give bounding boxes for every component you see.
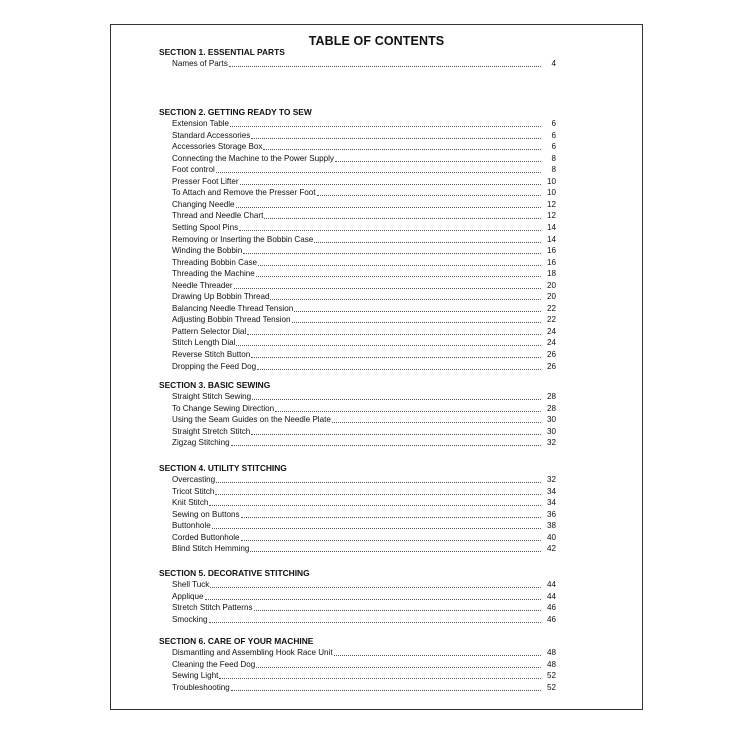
dot-leader xyxy=(239,229,541,231)
toc-entry xyxy=(172,58,556,70)
dot-leader xyxy=(334,654,541,656)
toc-entry xyxy=(172,414,556,426)
toc-entry-page-number: 30 xyxy=(546,426,556,436)
toc-entry-label: Dropping the Feed Dog xyxy=(172,361,257,371)
toc-entry-page-number: 44 xyxy=(546,580,556,589)
toc-entry-page-number: 46 xyxy=(546,614,556,624)
toc-entry-label: Accessories Storage Box xyxy=(172,142,263,152)
toc-entry xyxy=(172,118,556,130)
toc-entry-page-number: 36 xyxy=(546,509,556,519)
toc-entry-page-number: 24 xyxy=(546,326,556,336)
toc-entry-label: Corded Buttonhole xyxy=(172,532,240,542)
dot-leader xyxy=(317,194,541,196)
toc-entry-label: Tricot Stitch xyxy=(172,486,215,496)
dot-leader xyxy=(252,398,541,400)
dot-leader xyxy=(236,344,541,346)
toc-entry-label: Balancing Needle Thread Tension xyxy=(172,303,294,313)
toc-entry-page-number: 40 xyxy=(546,532,556,542)
toc-entry xyxy=(172,349,556,361)
toc-entry-label: Threading Bobbin Case xyxy=(172,257,258,267)
toc-entry-label: Setting Spool Pins xyxy=(172,222,239,232)
toc-entry-label: Straight Stitch Sewing xyxy=(172,392,252,401)
toc-entry xyxy=(172,658,556,670)
toc-entry-page-number: 6 xyxy=(551,142,556,152)
toc-entry-label: Foot control xyxy=(172,165,215,175)
section-heading: SECTION 3. BASIC SEWING xyxy=(159,380,271,390)
dot-leader xyxy=(216,171,541,173)
toc-entry-page-number: 20 xyxy=(546,280,556,290)
dot-leader xyxy=(209,504,541,506)
toc-entry xyxy=(172,602,556,614)
toc-entry-label: Changing Needle xyxy=(172,199,235,209)
toc-entry-page-number: 48 xyxy=(546,648,556,657)
toc-entry-label: To Attach and Remove the Presser Foot xyxy=(172,188,316,198)
toc-entry-label: Using the Seam Guides on the Needle Plate xyxy=(172,415,331,425)
toc-entry xyxy=(172,531,556,543)
dot-leader xyxy=(243,252,541,254)
toc-entry-label: Stitch Length Dial xyxy=(172,338,236,348)
toc-entry-label: Drawing Up Bobbin Thread xyxy=(172,292,270,302)
dot-leader xyxy=(241,539,542,541)
toc-entry xyxy=(172,129,556,141)
dot-leader xyxy=(205,598,541,600)
toc-entry-page-number: 18 xyxy=(546,269,556,279)
toc-entry xyxy=(172,314,556,326)
toc-entry-label: Needle Threader xyxy=(172,280,233,290)
toc-entry xyxy=(172,198,556,210)
toc-entry xyxy=(172,670,556,682)
section-heading: SECTION 4. UTILITY STITCHING xyxy=(159,463,287,473)
toc-entry-label: Threading the Machine xyxy=(172,269,255,279)
toc-entry xyxy=(172,543,556,555)
dot-leader xyxy=(251,137,541,139)
toc-entry-page-number: 28 xyxy=(546,392,556,401)
toc-entry xyxy=(172,164,556,176)
dot-leader xyxy=(250,550,541,552)
toc-entry-page-number: 16 xyxy=(546,246,556,256)
toc-entry xyxy=(172,579,556,591)
section-heading: SECTION 2. GETTING READY TO SEW xyxy=(159,107,312,117)
toc-entry xyxy=(172,497,556,509)
toc-entry-page-number: 34 xyxy=(546,498,556,508)
dot-leader xyxy=(231,689,541,691)
toc-entry-page-number: 8 xyxy=(551,165,556,175)
toc-entry-page-number: 20 xyxy=(546,292,556,302)
toc-entry-label: Dismantling and Assembling Hook Race Unit xyxy=(172,648,333,657)
toc-entry-label: Stretch Stitch Patterns xyxy=(172,603,253,613)
toc-entry-page-number: 34 xyxy=(546,486,556,496)
toc-entry-label: Standard Accessories xyxy=(172,130,251,140)
toc-entry-label: Pattern Selector Dial xyxy=(172,326,247,336)
toc-entry xyxy=(172,233,556,245)
document-page xyxy=(110,24,643,710)
toc-entry xyxy=(172,402,556,414)
dot-leader xyxy=(219,677,541,679)
toc-entry-page-number: 32 xyxy=(546,438,556,448)
toc-entry-label: Applique xyxy=(172,591,204,601)
toc-entry-label: Sewing on Buttons xyxy=(172,509,240,519)
toc-entry-page-number: 12 xyxy=(546,199,556,209)
toc-entry-page-number: 22 xyxy=(546,303,556,313)
toc-entry-label: Shell Tuck xyxy=(172,580,210,589)
dot-leader xyxy=(257,368,541,370)
dot-leader xyxy=(256,275,541,277)
toc-entry-label: Smocking xyxy=(172,614,208,624)
dot-leader xyxy=(294,310,541,312)
toc-entry xyxy=(172,279,556,291)
dot-leader xyxy=(240,183,541,185)
toc-entry-label: To Change Sewing Direction xyxy=(172,403,275,413)
toc-entry-page-number: 42 xyxy=(546,544,556,554)
toc-entry-page-number: 6 xyxy=(551,130,556,140)
dot-leader xyxy=(247,333,541,335)
toc-entry-label: Knit Stitch xyxy=(172,498,209,508)
dot-leader xyxy=(212,527,541,529)
toc-entry-label: Troubleshooting xyxy=(172,682,230,692)
toc-entry-page-number: 28 xyxy=(546,403,556,413)
toc-entry-page-number: 6 xyxy=(551,119,556,128)
toc-entry xyxy=(172,141,556,153)
toc-entry xyxy=(172,337,556,349)
toc-entry-page-number: 16 xyxy=(546,257,556,267)
toc-entry xyxy=(172,613,556,625)
toc-entry xyxy=(172,508,556,520)
toc-entry-label: Straight Stretch Stitch xyxy=(172,426,251,436)
section-heading: SECTION 6. CARE OF YOUR MACHINE xyxy=(159,636,314,646)
toc-entry-page-number: 12 xyxy=(546,211,556,221)
toc-entry xyxy=(172,425,556,437)
toc-entry xyxy=(172,291,556,303)
dot-leader xyxy=(256,666,541,668)
toc-entry-page-number: 4 xyxy=(551,59,556,68)
toc-entry xyxy=(172,360,556,372)
toc-entry xyxy=(172,391,556,403)
toc-entry xyxy=(172,256,556,268)
toc-entry-label: Presser Foot Lifter xyxy=(172,176,239,186)
toc-entry-label: Winding the Bobbin xyxy=(172,246,243,256)
toc-entry-page-number: 26 xyxy=(546,361,556,371)
toc-entry-page-number: 48 xyxy=(546,659,556,669)
dot-leader xyxy=(332,421,541,423)
toc-entry-page-number: 8 xyxy=(551,153,556,163)
dot-leader xyxy=(234,287,541,289)
toc-entry-label: Adjusting Bobbin Thread Tension xyxy=(172,315,291,325)
dot-leader xyxy=(251,433,541,435)
toc-entry-label: Buttonhole xyxy=(172,521,211,531)
toc-entry-label: Zigzag Stitching xyxy=(172,438,230,448)
toc-entry xyxy=(172,152,556,164)
toc-entry-page-number: 22 xyxy=(546,315,556,325)
dot-leader xyxy=(335,160,541,162)
toc-entry-label: Overcasting xyxy=(172,475,216,484)
toc-entry xyxy=(172,325,556,337)
toc-entry xyxy=(172,268,556,280)
toc-entry-page-number: 38 xyxy=(546,521,556,531)
toc-entry-label: Extension Table xyxy=(172,119,229,128)
dot-leader xyxy=(230,125,541,127)
toc-entry xyxy=(172,647,556,659)
toc-entry xyxy=(172,245,556,257)
toc-entry xyxy=(172,221,556,233)
toc-entry-page-number: 10 xyxy=(546,176,556,186)
dot-leader xyxy=(215,493,541,495)
toc-entry-label: Removing or Inserting the Bobbin Case xyxy=(172,234,314,244)
toc-entry-page-number: 14 xyxy=(546,234,556,244)
toc-entry-label: Reverse Stitch Button xyxy=(172,350,251,359)
toc-entry-page-number: 52 xyxy=(546,682,556,692)
toc-entry-label: Names of Parts xyxy=(172,59,228,68)
dot-leader xyxy=(258,264,541,266)
toc-entry xyxy=(172,474,556,486)
toc-entry xyxy=(172,437,556,449)
dot-leader xyxy=(270,298,541,300)
dot-leader xyxy=(292,321,542,323)
toc-entry xyxy=(172,302,556,314)
dot-leader xyxy=(275,410,541,412)
toc-entry xyxy=(172,175,556,187)
toc-entry-page-number: 46 xyxy=(546,603,556,613)
dot-leader xyxy=(314,241,541,243)
toc-entry-page-number: 32 xyxy=(546,475,556,484)
toc-entry xyxy=(172,520,556,532)
toc-entry xyxy=(172,187,556,199)
dot-leader xyxy=(263,148,541,150)
toc-entry-label: Connecting the Machine to the Power Supply xyxy=(172,153,334,163)
dot-leader xyxy=(216,481,541,483)
toc-entry-label: Blind Stitch Hemming xyxy=(172,544,250,554)
toc-entry-page-number: 26 xyxy=(546,350,556,359)
toc-entry xyxy=(172,485,556,497)
toc-entry-label: Cleaning the Feed Dog xyxy=(172,659,256,669)
dot-leader xyxy=(231,444,541,446)
dot-leader xyxy=(209,621,541,623)
dot-leader xyxy=(241,516,542,518)
toc-entry xyxy=(172,210,556,222)
dot-leader xyxy=(229,65,541,67)
toc-entry-page-number: 24 xyxy=(546,338,556,348)
section-heading: SECTION 5. DECORATIVE STITCHING xyxy=(159,568,310,578)
toc-entry-page-number: 10 xyxy=(546,188,556,198)
toc-entry-label: Thread and Needle Chart xyxy=(172,211,264,221)
toc-entry-page-number: 30 xyxy=(546,415,556,425)
dot-leader xyxy=(236,206,541,208)
toc-entry xyxy=(172,681,556,693)
toc-entry-page-number: 14 xyxy=(546,222,556,232)
dot-leader xyxy=(251,356,541,358)
toc-entry-label: Sewing Light xyxy=(172,671,219,681)
toc-entry xyxy=(172,590,556,602)
dot-leader xyxy=(210,586,541,588)
dot-leader xyxy=(254,609,541,611)
toc-entry-page-number: 44 xyxy=(546,591,556,601)
section-heading: SECTION 1. ESSENTIAL PARTS xyxy=(159,47,285,57)
toc-entry-page-number: 52 xyxy=(546,671,556,681)
dot-leader xyxy=(264,217,541,219)
page-title: TABLE OF CONTENTS xyxy=(308,34,445,48)
